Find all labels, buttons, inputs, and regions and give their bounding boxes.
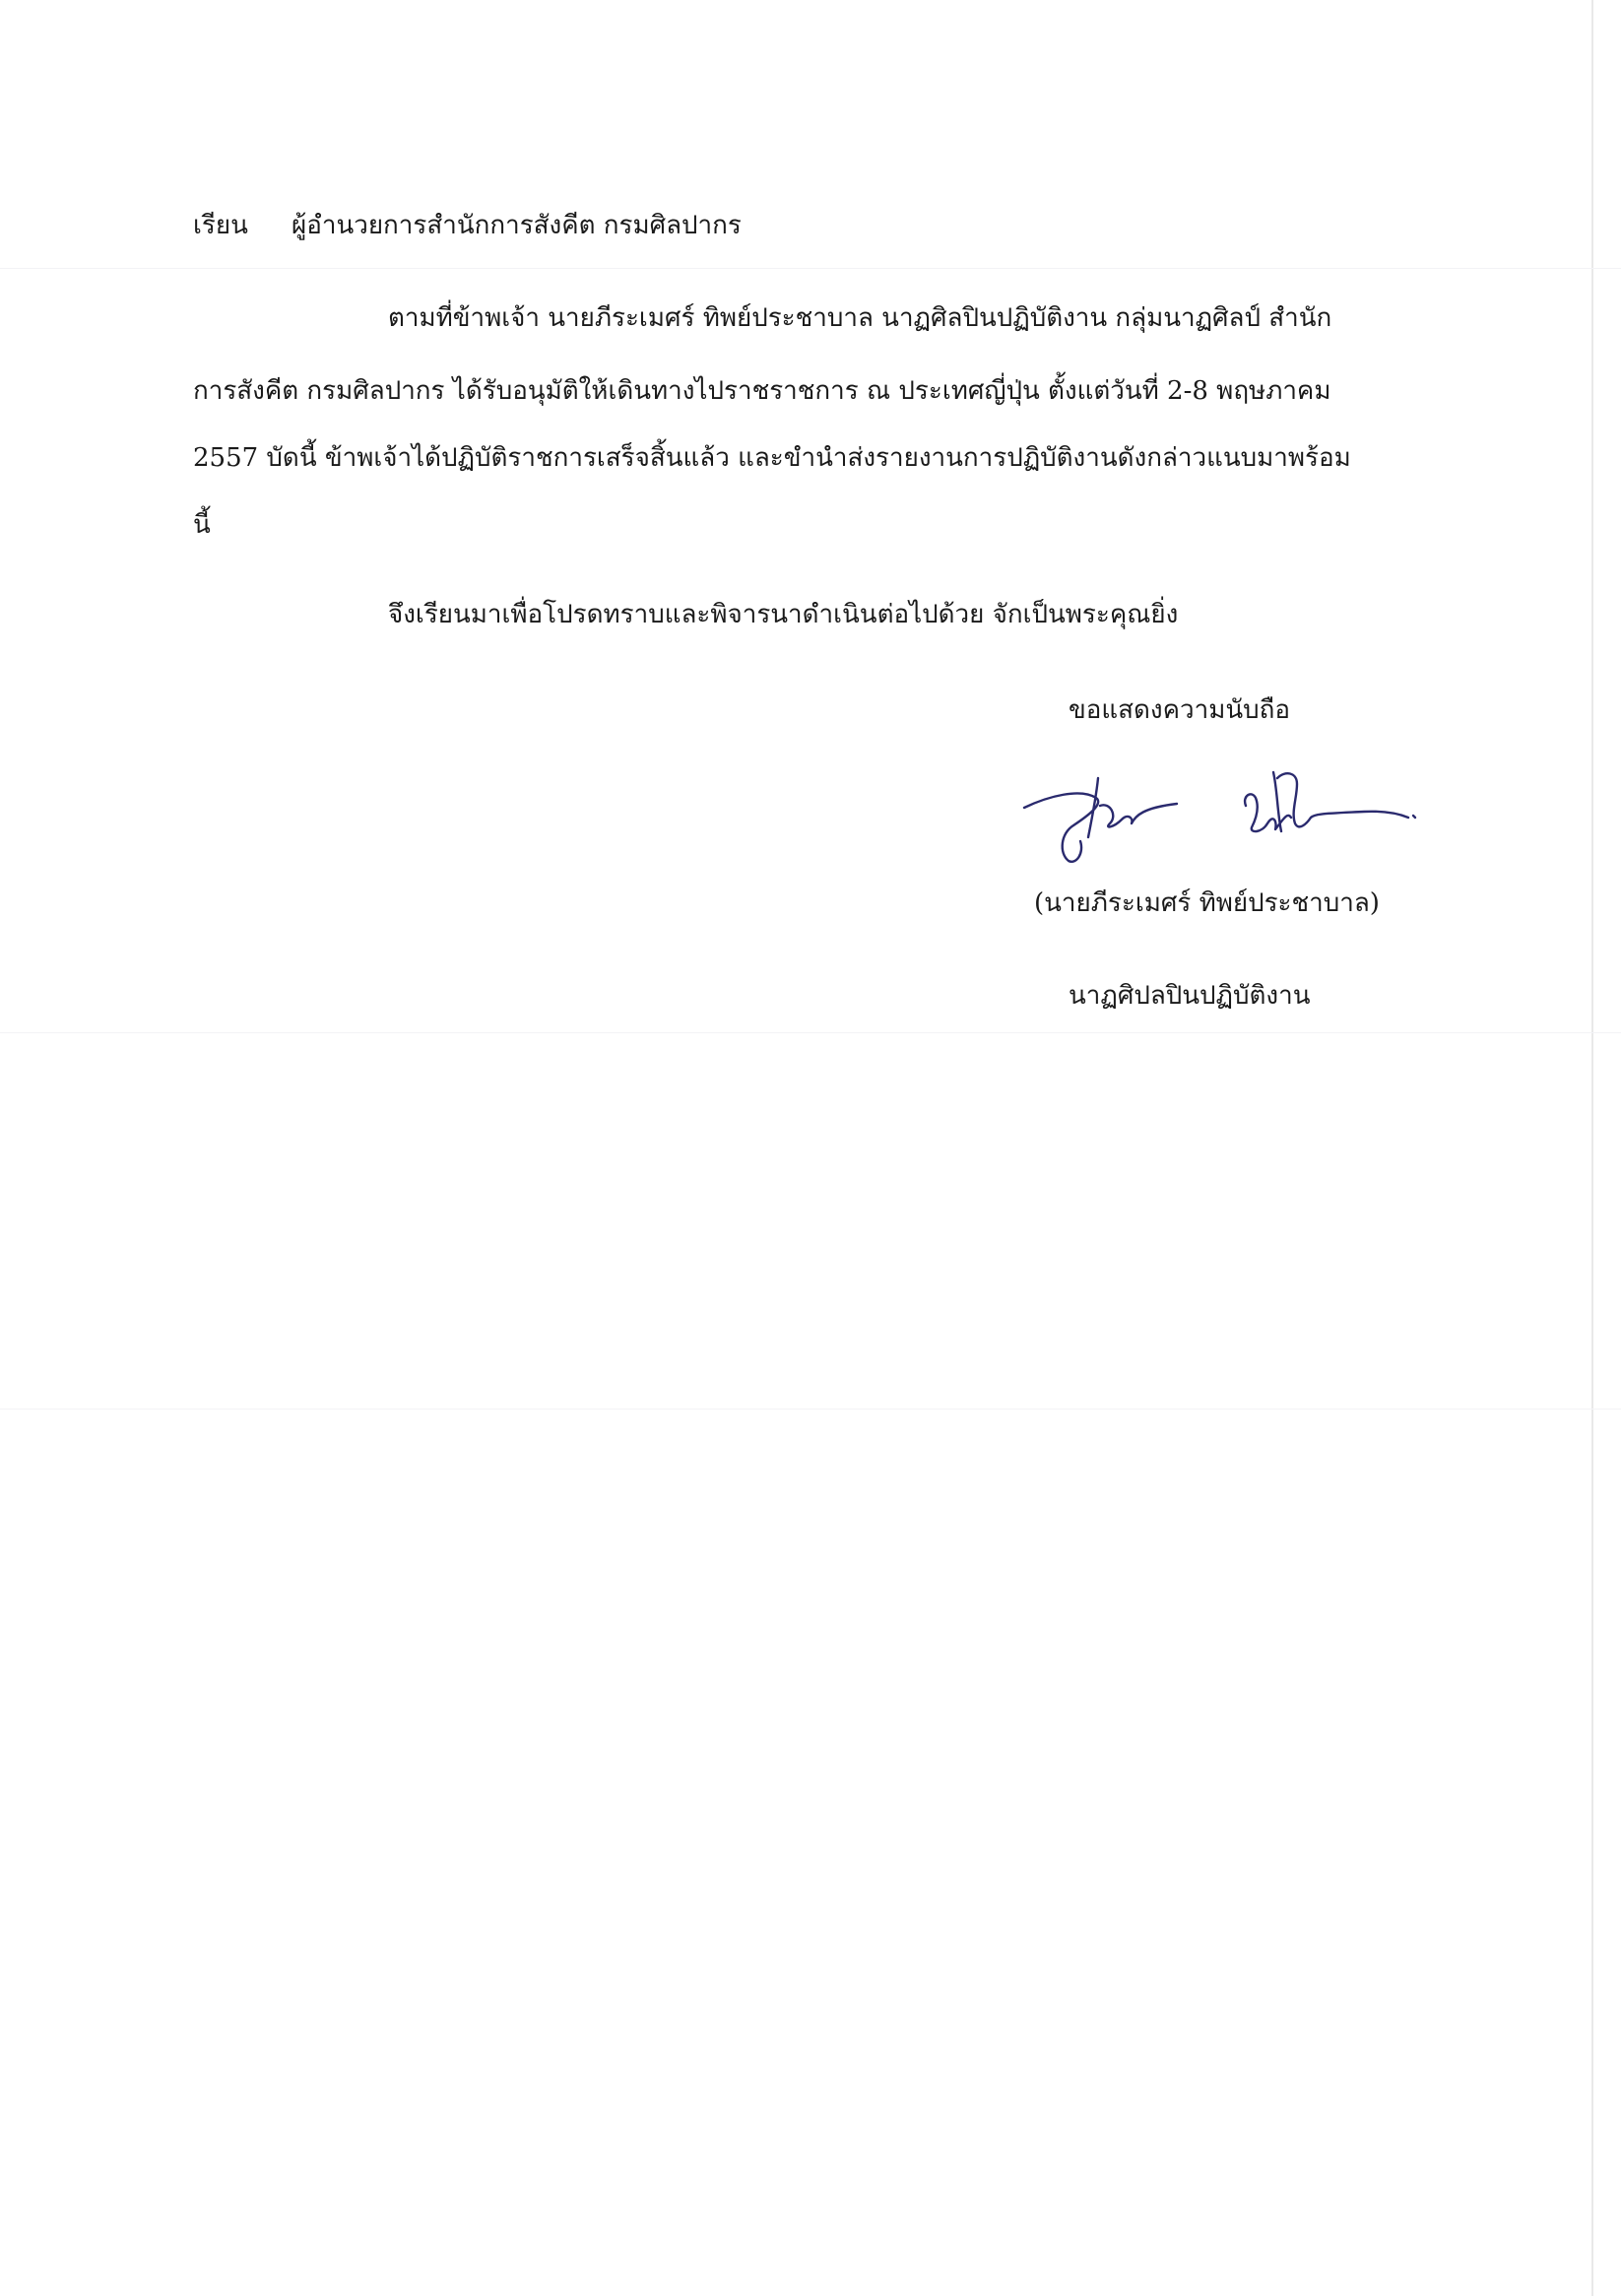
salutation-label: เรียน bbox=[193, 211, 248, 240]
signer-name: (นายภีระเมศร์ ทิพย์ประชาบาล) bbox=[1034, 888, 1380, 918]
salutation-recipient: ผู้อำนวยการสำนักการสังคีต กรมศิลปากร bbox=[292, 211, 742, 240]
body-paragraph-line: 2557 บัดนี้ ข้าพเจ้าได้ปฏิบัติราชการเสร็จสิ้นแล้ว และขำนำส่งรายงานการปฏิบัติงานดังกล่าวแนบมาพร้อม bbox=[193, 443, 1351, 473]
scan-artifact-line bbox=[0, 1032, 1621, 1033]
scan-artifact-line bbox=[0, 1409, 1621, 1410]
body-paragraph-line: นี้ bbox=[193, 510, 211, 540]
handwritten-signature bbox=[1019, 758, 1423, 867]
signoff: ขอแสดงความนับถือ bbox=[1069, 695, 1290, 725]
body-line-text: ตามที่ข้าพเจ้า นายภีระเมศร์ ทิพย์ประชาบาล นาฏศิลปินปฏิบัติงาน กลุ่มนาฏศิลป์ สำนัก bbox=[388, 303, 1332, 333]
closing-request: จึงเรียนมาเพื่อโปรดทราบและพิจารนาดำเนินต่อไปด้วย จักเป็นพระคุณยิ่ง bbox=[388, 600, 1179, 629]
body-paragraph-line: การสังคีต กรมศิลปากร ได้รับอนุมัติให้เดินทางไปราชราชการ ณ ประเทศญี่ปุ่น ตั้งแต่วันที่ 2-8 พฤษภาคม bbox=[193, 376, 1331, 406]
page-edge bbox=[1591, 0, 1593, 2296]
body-paragraph-line bbox=[193, 298, 1331, 338]
scan-artifact-line bbox=[0, 268, 1621, 269]
signer-position: นาฏศิปลปินปฏิบัติงาน bbox=[1069, 981, 1311, 1011]
